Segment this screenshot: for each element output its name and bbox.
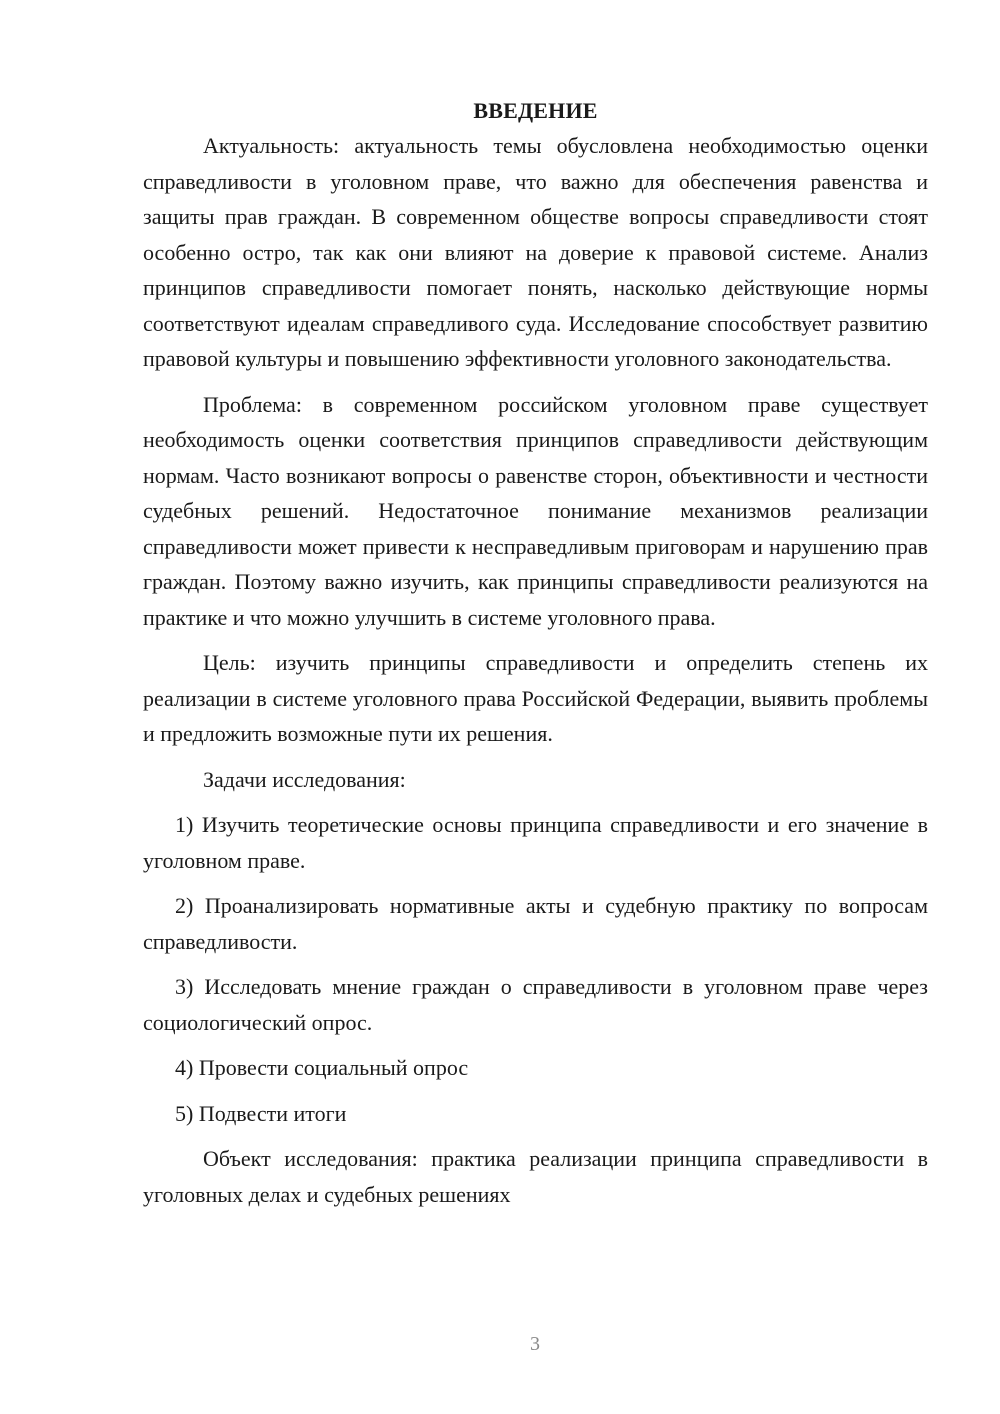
paragraph-object: Объект исследования: практика реализации принципа справедливости в уголовных делах и судебных решениях [143, 1146, 928, 1207]
task-item-3: 3) Исследовать мнение граждан о справедливости в уголовном праве через социологический опрос. [143, 974, 928, 1035]
paragraph-problem: Проблема: в современном российском уголовном праве существует необходимость оценки соответствия принципов справедливости действующим нормам. Часто возникают вопросы о равенстве сторон, объективности и честности судебных решений. Недостаточное понимание механизмов реализации справедливости может привести к несправедливым приговорам и нарушению прав граждан. Поэтому важно изучить, как принципы справедливости реализуются на практике и что можно улучшить в системе уголовного права. [143, 391, 928, 630]
task-item-1: 1) Изучить теоретические основы принципа справедливости и его значение в уголовном праве. [143, 812, 928, 873]
page-number: 3 [530, 1333, 540, 1355]
task-item-4: 4) Провести социальный опрос [175, 1055, 469, 1080]
task-item-5: 5) Подвести итоги [175, 1100, 347, 1126]
task-item-2: 2) Проанализировать нормативные акты и судебную практику по вопросам справедливости. [143, 893, 928, 954]
paragraph-goal: Цель: изучить принципы справедливости и определить степень их реализации в системе уголовного права Российской Федерации, выявить проблемы и предложить возможные пути их решения. [143, 650, 928, 746]
paragraph-relevance: Актуальность: актуальность темы обусловлена необходимостью оценки справедливости в уголовном праве, что важно для обеспечения равенства и защиты прав граждан. В современном обществе вопросы справедливости стоят особенно остро, так как они влияют на доверие к правовой системе. Анализ принципов справедливости помогает понять, насколько действующие нормы соответствуют идеалам справедливого суда. Исследование способствует развитию правовой культуры и повышению эффективности уголовного законодательства. [143, 133, 928, 371]
tasks-heading: Задачи исследования: [203, 766, 406, 792]
section-heading: ВВЕДЕНИЕ [473, 98, 598, 123]
page-content [143, 93, 928, 1212]
